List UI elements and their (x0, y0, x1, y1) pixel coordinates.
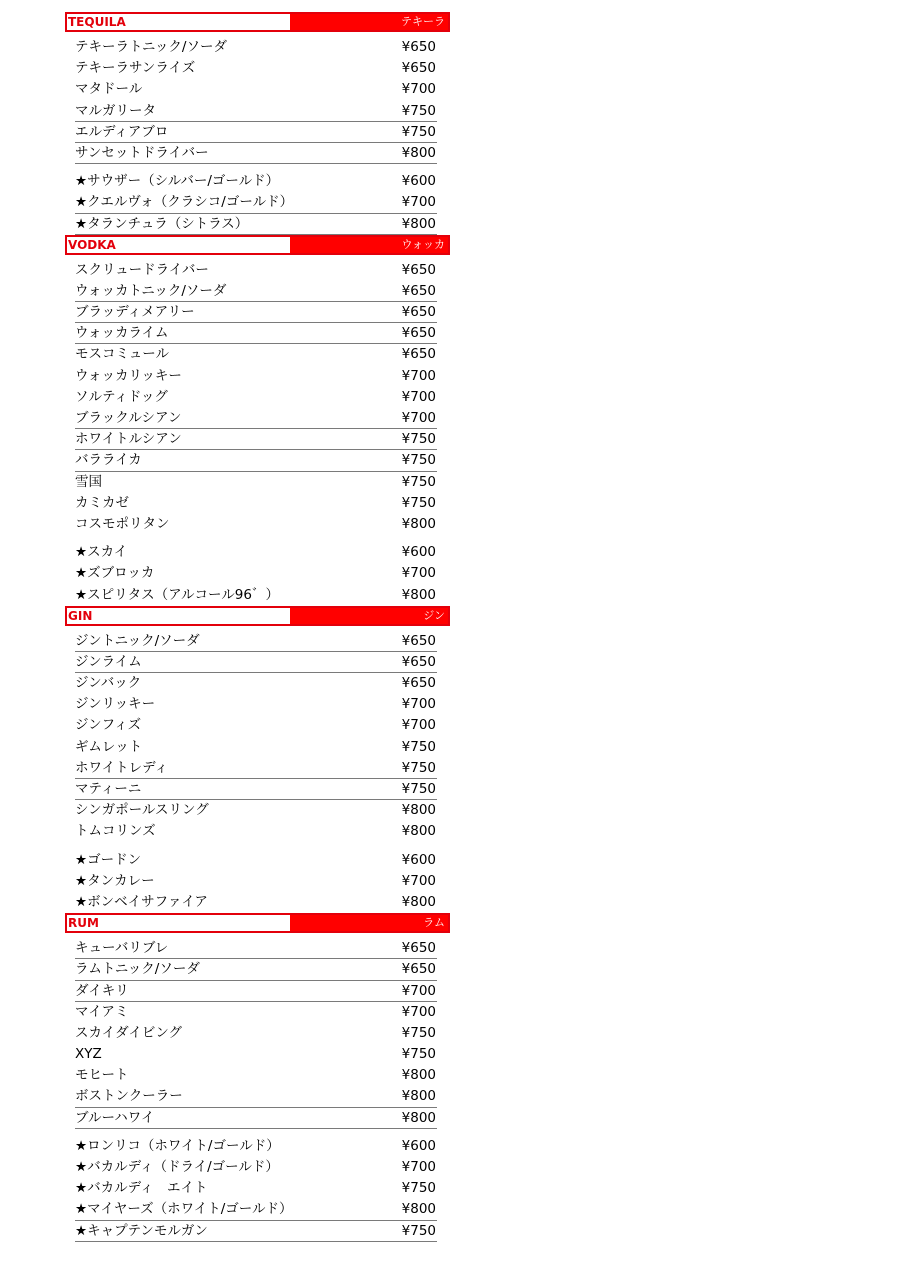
item-name: ★バカルディ エイト (75, 1180, 208, 1197)
item-name: ★タンカレー (75, 872, 155, 889)
item-name: ジンバック (75, 675, 142, 692)
item-price: ¥750 (401, 473, 436, 490)
item-name: ブラッディメアリー (75, 304, 195, 321)
item-price: ¥750 (401, 759, 436, 776)
item-name: ホワイトルシアン (75, 431, 182, 448)
item-name: ホワイトレディ (75, 759, 169, 776)
item-name: ★マイヤーズ（ホワイト/ゴールド） (75, 1201, 293, 1218)
item-name: ジンリッキー (75, 696, 156, 713)
section-header (65, 606, 450, 626)
item-price: ¥650 (401, 653, 436, 670)
menu-item (75, 563, 437, 584)
menu-item (75, 959, 437, 980)
item-price: ¥700 (401, 565, 436, 582)
item-price: ¥800 (401, 586, 436, 603)
item-name: ★キャプテンモルガン (75, 1222, 208, 1239)
item-name: ★バカルディ（ドライ/ゴールド） (75, 1159, 279, 1175)
menu-item (75, 715, 437, 736)
menu-item (75, 302, 437, 323)
section-title-en: GIN (68, 608, 93, 623)
item-name: ギムレット (75, 738, 143, 755)
menu-item (75, 429, 437, 450)
menu-section-vodka (65, 235, 450, 606)
item-price: ¥700 (401, 367, 436, 384)
item-name: カミカゼ (75, 494, 129, 511)
menu-item (75, 323, 437, 344)
item-price: ¥800 (401, 893, 436, 910)
spacer (65, 1129, 450, 1136)
item-price: ¥700 (401, 81, 436, 98)
item-price: ¥800 (401, 1109, 436, 1126)
item-price: ¥800 (401, 1201, 436, 1218)
menu-item (75, 37, 437, 58)
item-name: キューバリブレ (75, 940, 169, 957)
item-name: ソルティドッグ (75, 388, 168, 405)
item-price: ¥650 (401, 632, 436, 649)
item-price: ¥700 (401, 410, 436, 426)
section-header (65, 913, 450, 933)
menu-item (75, 1023, 437, 1044)
item-name: ★サウザー（シルバー/ゴールド） (75, 173, 280, 190)
menu-item (75, 1086, 437, 1107)
menu-item (75, 472, 437, 493)
menu-item (75, 779, 437, 800)
menu-item (75, 192, 437, 213)
item-price: ¥750 (401, 102, 436, 119)
menu-item (75, 694, 437, 715)
menu-item (75, 79, 437, 100)
drink-menu (65, 12, 450, 1242)
menu-item (75, 758, 437, 779)
spacer (65, 843, 450, 850)
item-price: ¥800 (401, 823, 436, 840)
menu-item (75, 673, 437, 694)
spacer (65, 164, 450, 171)
menu-section-gin (65, 606, 450, 913)
item-price: ¥650 (401, 282, 436, 299)
item-price: ¥700 (401, 194, 436, 211)
section-title-en: TEQUILA (68, 15, 126, 29)
menu-item (75, 892, 437, 913)
item-price: ¥650 (401, 940, 436, 957)
item-name: ジンライム (75, 653, 142, 670)
item-name: マイアミ (75, 1003, 129, 1020)
item-name: マティーニ (75, 781, 142, 797)
item-price: ¥700 (401, 696, 436, 713)
item-price: ¥650 (401, 961, 436, 978)
menu-item (75, 514, 437, 535)
section-header (65, 12, 450, 32)
item-price: ¥750 (401, 1024, 436, 1041)
menu-section-rum (65, 913, 450, 1242)
item-price: ¥750 (401, 781, 436, 797)
menu-item (75, 850, 437, 871)
item-price: ¥700 (401, 1159, 436, 1175)
item-price: ¥800 (401, 515, 436, 532)
item-price: ¥700 (401, 872, 436, 889)
item-name: ウォッカリッキー (75, 367, 182, 384)
menu-item (75, 214, 437, 235)
item-name: マタドール (75, 81, 143, 98)
item-price: ¥600 (401, 544, 436, 561)
menu-item (75, 1002, 437, 1023)
item-name: スカイダイビング (75, 1024, 183, 1041)
menu-item (75, 450, 437, 471)
menu-item (75, 171, 437, 192)
item-price: ¥750 (401, 431, 436, 448)
menu-item (75, 58, 437, 79)
item-name: ボストンクーラー (75, 1088, 183, 1105)
menu-item (75, 344, 437, 365)
item-name: ブラックルシアン (75, 410, 182, 426)
item-name: ラムトニック/ソーダ (75, 961, 200, 978)
item-price: ¥650 (401, 304, 436, 321)
section-header (65, 235, 450, 255)
item-price: ¥700 (401, 717, 436, 734)
item-name: ★スピリタス（アルコール96゛） (75, 586, 279, 603)
item-list (65, 933, 450, 1242)
menu-item (75, 366, 437, 387)
item-name: ★ボンベイサファイア (75, 893, 208, 910)
menu-item (75, 585, 437, 606)
item-list (65, 255, 450, 606)
item-price: ¥650 (401, 675, 436, 692)
menu-item (75, 143, 437, 164)
section-title-jp: ウォッカ (290, 237, 448, 253)
item-price: ¥650 (401, 39, 436, 55)
menu-item (75, 938, 437, 959)
item-price: ¥650 (401, 261, 436, 278)
item-name: 雪国 (75, 473, 102, 490)
menu-item (75, 981, 437, 1002)
item-price: ¥750 (401, 452, 436, 469)
item-name: トムコリンズ (75, 823, 156, 840)
section-title-en: RUM (68, 916, 99, 931)
menu-item (75, 408, 437, 429)
item-name: XYZ (75, 1046, 102, 1063)
menu-item (75, 387, 437, 408)
menu-item (75, 1157, 437, 1178)
menu-item (75, 631, 437, 652)
menu-item (75, 737, 437, 758)
menu-item (75, 871, 437, 892)
menu-item (75, 1199, 437, 1220)
item-name: ウォッカトニック/ソーダ (75, 282, 227, 299)
item-price: ¥800 (401, 144, 436, 161)
item-name: マルガリータ (75, 102, 156, 119)
item-name: スクリュードライバー (75, 261, 209, 278)
menu-item (75, 281, 437, 302)
item-price: ¥750 (401, 738, 436, 755)
item-price: ¥750 (401, 1046, 436, 1063)
item-name: ★ゴードン (75, 851, 142, 868)
item-name: ダイキリ (75, 982, 129, 999)
section-title-jp: テキーラ (290, 14, 448, 30)
menu-item (75, 542, 437, 563)
item-name: バラライカ (75, 452, 142, 469)
menu-item (75, 1108, 437, 1129)
menu-item (75, 1178, 437, 1199)
item-list (65, 32, 450, 235)
item-name: ★スカイ (75, 544, 128, 561)
item-price: ¥800 (401, 1067, 436, 1084)
menu-item (75, 800, 437, 821)
item-name: シンガポールスリング (75, 802, 209, 819)
menu-item (75, 122, 437, 143)
section-title-jp: ラム (290, 915, 448, 931)
item-name: モヒート (75, 1067, 129, 1084)
item-price: ¥700 (401, 1003, 436, 1020)
item-price: ¥750 (401, 494, 436, 511)
item-name: エルディアブロ (75, 123, 169, 140)
item-name: モスコミュール (75, 346, 169, 363)
item-name: ★ズブロッカ (75, 565, 155, 582)
item-name: ジントニック/ソーダ (75, 632, 200, 649)
item-price: ¥800 (401, 1088, 436, 1105)
item-price: ¥600 (401, 1137, 436, 1154)
item-name: テキーラトニック/ソーダ (75, 39, 227, 55)
item-price: ¥700 (401, 388, 436, 405)
item-name: ブルーハワイ (75, 1109, 155, 1126)
item-name: サンセットドライバー (75, 144, 209, 161)
menu-item (75, 101, 437, 122)
item-name: ウォッカライム (75, 325, 169, 342)
menu-item (75, 821, 437, 842)
item-price: ¥750 (401, 1180, 436, 1197)
spacer (65, 535, 450, 542)
section-title-jp: ジン (290, 608, 448, 624)
item-list (65, 626, 450, 913)
menu-item (75, 1044, 437, 1065)
item-name: ★ロンリコ（ホワイト/ゴールド） (75, 1137, 280, 1154)
item-name: ジンフィズ (75, 717, 142, 734)
menu-item (75, 652, 437, 673)
item-price: ¥600 (401, 173, 436, 190)
item-price: ¥650 (401, 60, 436, 77)
item-name: ★タランチュラ（シトラス） (75, 215, 249, 232)
item-price: ¥750 (401, 123, 436, 140)
item-name: テキーラサンライズ (75, 60, 196, 77)
item-price: ¥800 (401, 215, 436, 232)
item-name: コスモポリタン (75, 515, 170, 532)
item-price: ¥600 (401, 851, 436, 868)
item-price: ¥700 (401, 982, 436, 999)
menu-section-tequila (65, 12, 450, 235)
menu-item (75, 1221, 437, 1242)
item-name: ★クエルヴォ（クラシコ/ゴールド） (75, 194, 294, 211)
menu-item (75, 1136, 437, 1157)
menu-item (75, 260, 437, 281)
menu-item (75, 493, 437, 514)
section-title-en: VODKA (68, 237, 116, 252)
item-price: ¥650 (401, 325, 436, 342)
item-price: ¥750 (401, 1222, 436, 1239)
menu-item (75, 1065, 437, 1086)
item-price: ¥650 (401, 346, 436, 363)
item-price: ¥800 (401, 802, 436, 819)
